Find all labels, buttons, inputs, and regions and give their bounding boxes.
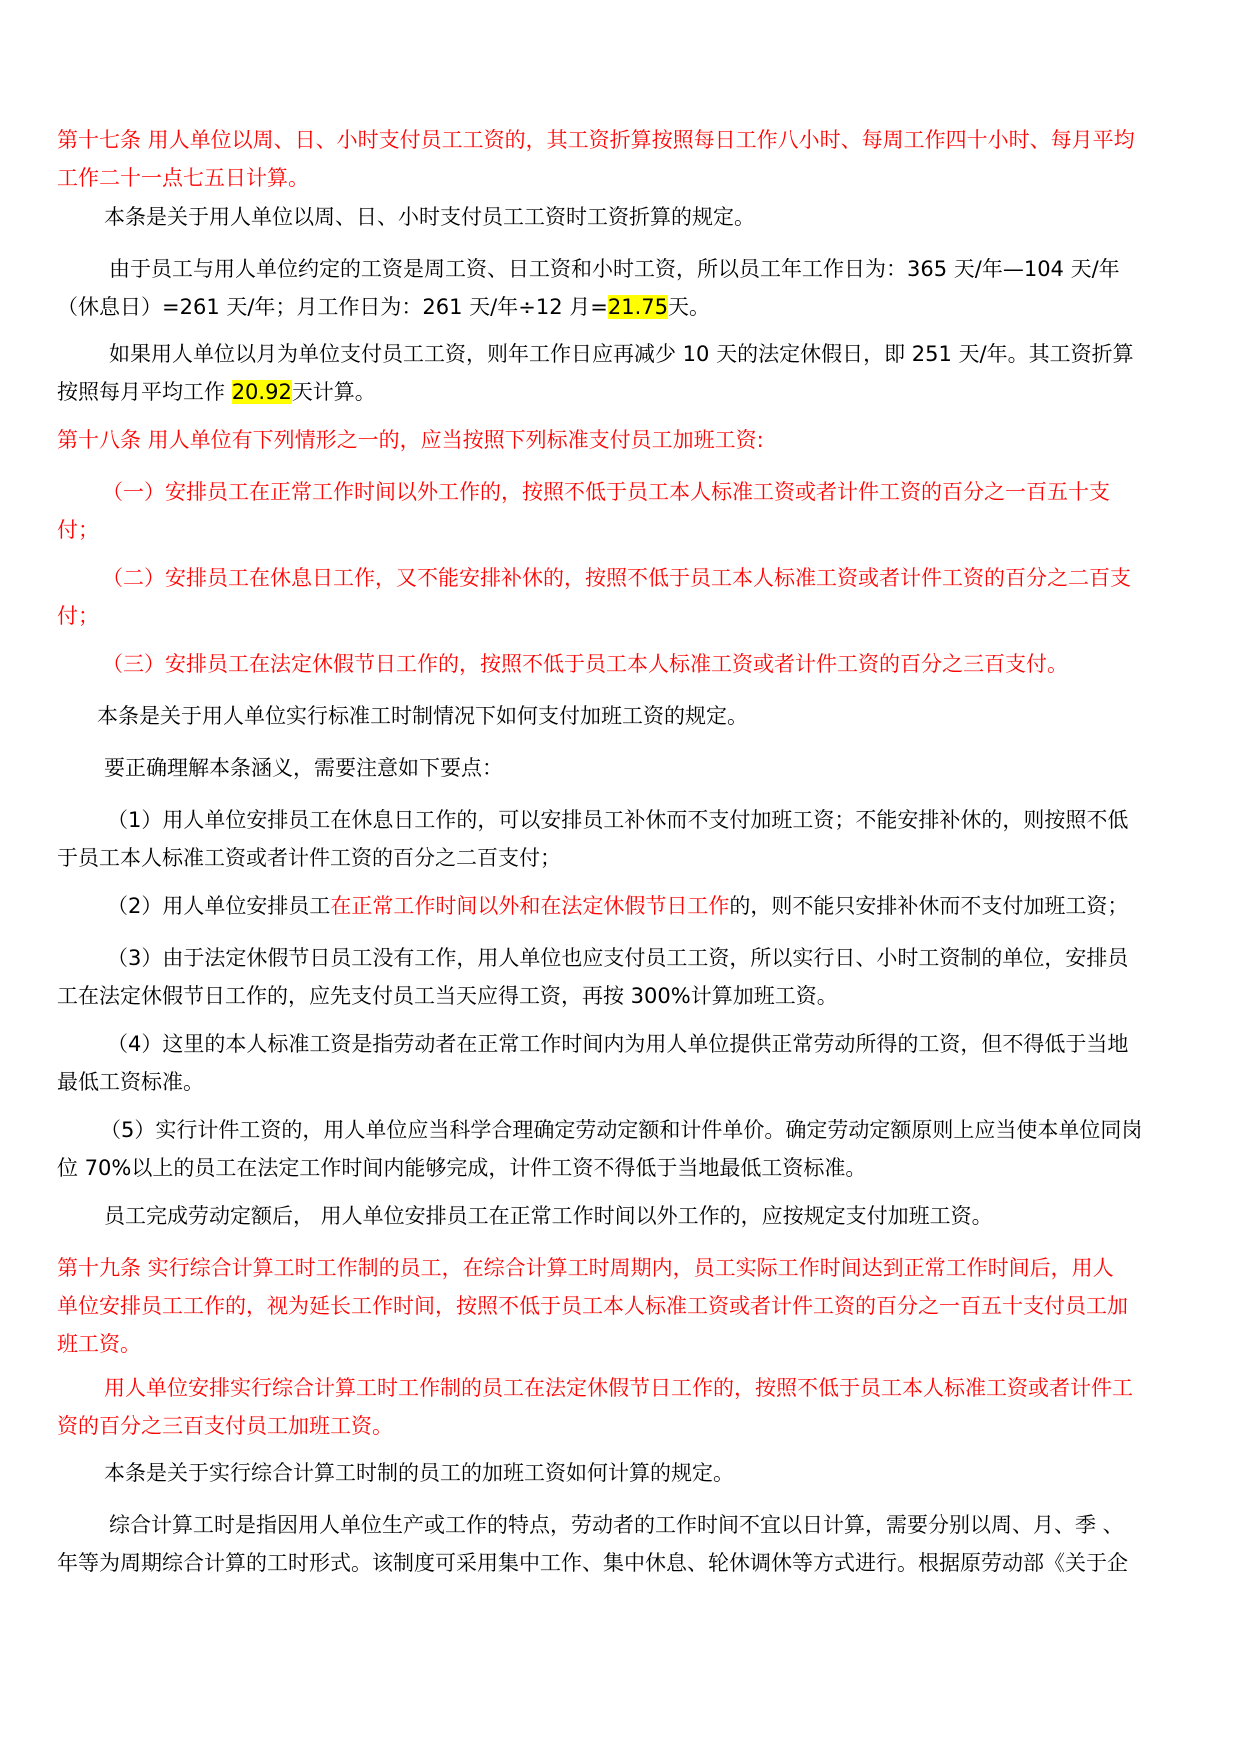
article-17-calculation-1 (57, 250, 1184, 326)
key-points-intro (104, 749, 1231, 787)
item-2-line-1: （二）安排员工在休息日工作，又不能安排补休的，按照不低于员工本人标准工资或者计件工资的百分之二百支 (102, 566, 1131, 590)
point-5-line-2: 位 70%以上的员工在法定工作时间内能够完成，计件工资不得低于当地最低工资标准。 (57, 1156, 867, 1180)
point-2-line (57, 887, 1184, 925)
item-3-line: （三）安排员工在法定休假节日工作的，按照不低于员工本人标准工资或者计件工资的百分之三百支付。 (102, 652, 1068, 676)
calc1-line-2-post: 天。 (667, 295, 710, 319)
article-19-para-2-line-1: 用人单位安排实行综合计算工时工作制的员工在法定休假节日工作的，按照不低于员工本人标准工资或者计件工 (104, 1376, 1133, 1400)
item-1-line-1: （一）安排员工在正常工作时间以外工作的，按照不低于员工本人标准工资或者计件工资的百分之一百五十支 (102, 480, 1110, 504)
calc2-line-1: 如果用人单位以月为单位支付员工工资，则年工作日应再减少 10 天的法定休假日，即 251 天/年。其工资折算 (109, 342, 1134, 366)
article-19-line-1: 第十九条 实行综合计算工时工作制的员工，在综合计算工时周期内，员工实际工作时间达到正常工作时间后，用人 (57, 1256, 1114, 1280)
point-3-line-1: （3）由于法定休假节日员工没有工作，用人单位也应支付员工工资，所以实行日、小时工资制的单位，安排员 (107, 946, 1129, 970)
point-2-pre: （2）用人单位安排员工 (107, 894, 331, 918)
point-4 (57, 1025, 1184, 1101)
calc2-line-2-post: 天计算。 (291, 380, 376, 404)
point-5-line-1: （5）实行计件工资的，用人单位应当科学合理确定劳动定额和计件单价。确定劳动定额原则上应当使本单位同岗 (100, 1118, 1143, 1142)
point-5-note (104, 1197, 1231, 1235)
article-18-item-2 (57, 559, 1184, 635)
article-18-heading (57, 421, 1184, 459)
article-19-line-2: 单位安排员工工作的，视为延长工作时间，按照不低于员工本人标准工资或者计件工资的百分之一百五十支付员工加 (57, 1294, 1128, 1318)
highlight-20-92: 20.92 (231, 380, 292, 404)
point-2-red-text: 在正常工作时间以外和在法定休假节日工作 (330, 894, 730, 918)
article-18-item-1 (57, 473, 1184, 549)
point-5-note-line: 员工完成劳动定额后， 用人单位安排员工在正常工作时间以外工作的，应按规定支付加班工资。 (104, 1204, 993, 1228)
article-19-heading (57, 1249, 1184, 1363)
article-17-calculation-2 (57, 335, 1184, 411)
point-2-post: 的，则不能只安排补休而不支付加班工资； (729, 894, 1129, 918)
point-2 (57, 887, 1184, 925)
calc2-line-2 (57, 373, 1184, 411)
article-17-line-1: 第十七条 用人单位以周、日、小时支付员工工资的，其工资折算按照每日工作八小时、每周工作四十小时、每月平均 (57, 128, 1135, 152)
article-18-note (97, 697, 1224, 735)
item-1-line-2: 付； (57, 518, 99, 542)
article-19-para-2 (57, 1369, 1184, 1445)
point-3 (57, 939, 1184, 1015)
article-17-note-line: 本条是关于用人单位以周、日、小时支付员工工资时工资折算的规定。 (104, 205, 755, 229)
calc1-line-2 (57, 288, 1184, 326)
definition-line-1: 综合计算工时是指因用人单位生产或工作的特点，劳动者的工作时间不宜以日计算，需要分别以周、月、季 、 (109, 1513, 1124, 1537)
calc1-line-2-pre: （休息日）=261 天/年；月工作日为：261 天/年÷12 月= (57, 295, 608, 319)
item-2-line-2: 付； (57, 604, 99, 628)
calc1-line-1: 由于员工与用人单位约定的工资是周工资、日工资和小时工资，所以员工年工作日为：365 天/年—104 天/年 (109, 257, 1120, 281)
highlight-21-75: 21.75 (607, 295, 668, 319)
calc2-line-2-pre: 按照每月平均工作 (57, 380, 232, 404)
article-18-note-line: 本条是关于用人单位实行标准工时制情况下如何支付加班工资的规定。 (97, 704, 748, 728)
article-19-note (104, 1454, 1231, 1492)
article-17-heading (57, 121, 1184, 197)
article-19-definition (57, 1506, 1184, 1582)
point-1-line-2: 于员工本人标准工资或者计件工资的百分之二百支付； (57, 846, 561, 870)
article-19-note-line: 本条是关于实行综合计算工时制的员工的加班工资如何计算的规定。 (104, 1461, 734, 1485)
point-4-line-1: （4）这里的本人标准工资是指劳动者在正常工作时间内为用人单位提供正常劳动所得的工资，但不得低于当地 (107, 1032, 1129, 1056)
point-1 (57, 801, 1184, 877)
definition-line-2: 年等为周期综合计算的工时形式。该制度可采用集中工作、集中休息、轮休调休等方式进行。根据原劳动部《关于企 (57, 1551, 1128, 1575)
point-5 (57, 1111, 1184, 1187)
point-4-line-2: 最低工资标准。 (57, 1070, 204, 1094)
article-19-para-2-line-2: 资的百分之三百支付员工加班工资。 (57, 1414, 393, 1438)
article-18-line: 第十八条 用人单位有下列情形之一的，应当按照下列标准支付员工加班工资: (57, 428, 764, 452)
point-3-line-2: 工在法定休假节日工作的，应先支付员工当天应得工资，再按 300%计算加班工资。 (57, 984, 838, 1008)
article-17-note (104, 198, 1231, 236)
article-19-line-3: 班工资。 (57, 1332, 141, 1356)
key-points-intro-line: 要正确理解本条涵义，需要注意如下要点： (104, 756, 503, 780)
article-18-item-3 (57, 645, 1184, 683)
article-17-line-2: 工作二十一点七五日计算。 (57, 166, 309, 190)
point-1-line-1: （1）用人单位安排员工在休息日工作的，可以安排员工补休而不支付加班工资；不能安排补休的，则按照不低 (107, 808, 1129, 832)
